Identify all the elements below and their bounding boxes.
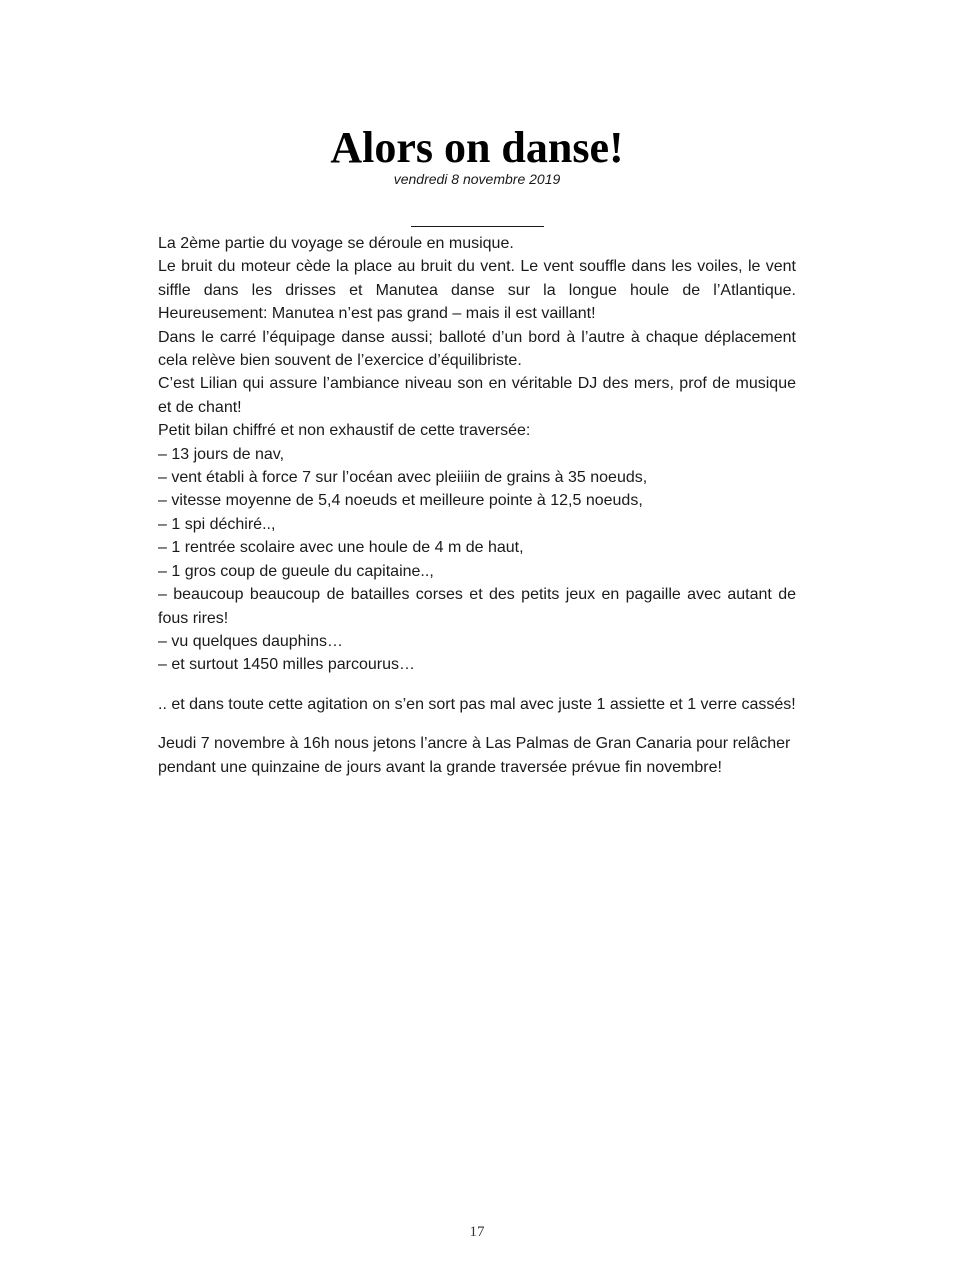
page-number: 17 xyxy=(469,1224,485,1240)
article-title: Alors on danse! xyxy=(330,123,624,172)
paragraph-summary-intro: Petit bilan chiffré et non exhaustif de cette traversée: xyxy=(158,422,531,440)
paragraph-intro: La 2ème partie du voyage se déroule en musique. xyxy=(158,235,514,252)
list-item: – 1 gros coup de gueule du capitaine.., xyxy=(158,562,434,580)
paragraph-wind: Le bruit du moteur cède la place au bruit du vent. Le vent souffle dans les voiles, le vent siffle dans les drisses et Manutea danse sur la longue houle de l’Atlantique. Heureusement: Manutea n’est pas grand – mais il est vaillant! xyxy=(158,258,796,323)
title-divider xyxy=(411,226,544,227)
list-item: – 13 jours de nav, xyxy=(158,445,285,463)
paragraph-closing-agitation: .. et dans toute cette agitation on s’en sort pas mal avec juste 1 assiette et 1 verre cassés! xyxy=(158,695,796,713)
list-item: – vent établi à force 7 sur l’océan avec pleiiiin de grains à 35 noeuds, xyxy=(158,469,648,487)
paragraph-crew: Dans le carré l’équipage danse aussi; balloté d’un bord à l’autre à chaque déplacement cela relève bien souvent de l’exercice d’équilibriste. xyxy=(158,328,796,370)
article-date: vendredi 8 novembre 2019 xyxy=(393,171,561,187)
list-item: – 1 rentrée scolaire avec une houle de 4 m de haut, xyxy=(158,539,524,557)
article-body xyxy=(158,232,796,779)
paragraph-closing-anchor: Jeudi 7 novembre à 16h nous jetons l’ancre à Las Palmas de Gran Canaria pour relâcher pendant une quinzaine de jours avant la grande traversée prévue fin novembre! xyxy=(158,735,791,776)
list-item: – vu quelques dauphins… xyxy=(158,632,344,650)
list-item: – et surtout 1450 milles parcourus… xyxy=(158,656,416,674)
list-item: – 1 spi déchiré.., xyxy=(158,515,276,533)
paragraph-dj: C’est Lilian qui assure l’ambiance niveau son en véritable DJ des mers, prof de musique et de chant! xyxy=(158,375,796,416)
list-item: – vitesse moyenne de 5,4 noeuds et meilleure pointe à 12,5 noeuds, xyxy=(158,492,643,510)
list-item: – beaucoup beaucoup de batailles corses et des petits jeux en pagaille avec autant de fous rires! xyxy=(158,586,796,627)
